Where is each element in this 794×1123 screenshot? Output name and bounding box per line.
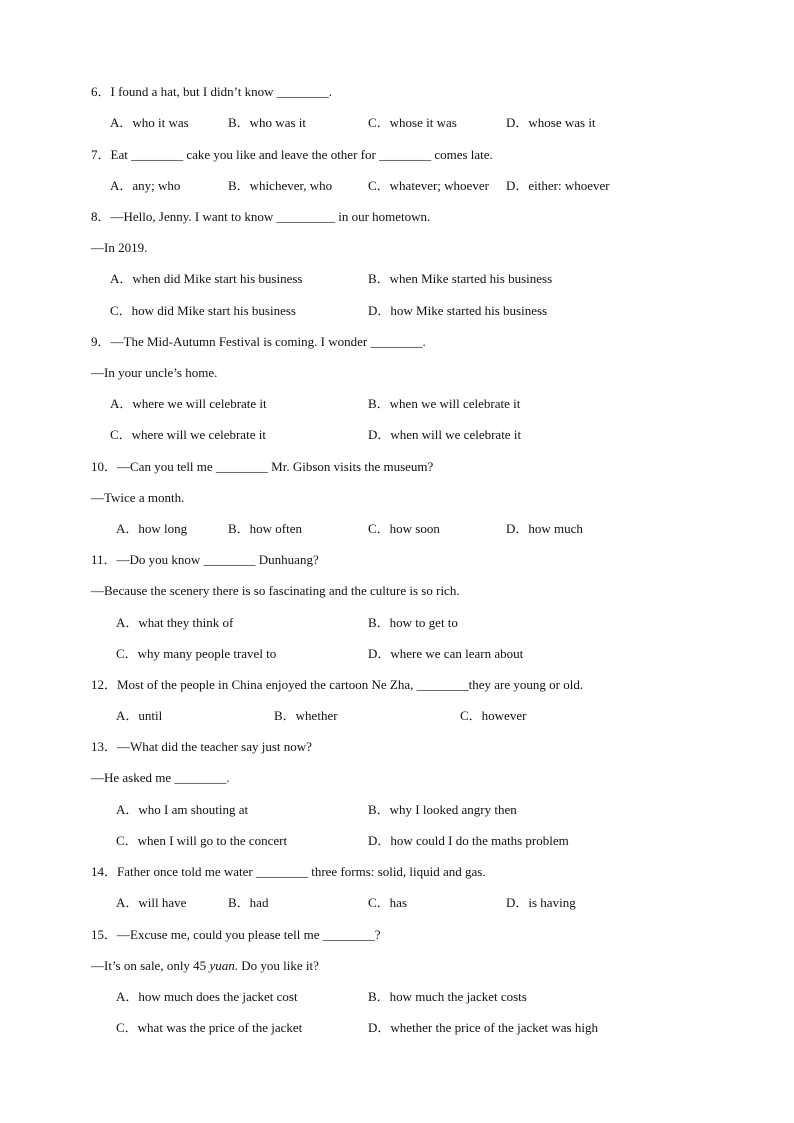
reply-italic-word: yuan <box>209 958 235 973</box>
option-a: A．where we will celebrate it <box>110 396 267 411</box>
option-c: C．what was the price of the jacket <box>116 1020 303 1035</box>
question-9-reply: —In your uncle’s home. <box>91 365 218 380</box>
question-10-options <box>0 521 794 537</box>
option-c: C．whatever; whoever <box>368 178 489 193</box>
option-a: A．until <box>116 708 163 723</box>
question-11-stem: 11．—Do you know ________ Dunhuang? <box>91 552 319 567</box>
reply-prefix: —It’s on sale, only 45 <box>91 958 210 973</box>
question-8-stem: 8．—Hello, Jenny. I want to know _________ in our hometown. <box>91 209 431 224</box>
option-d: D．how Mike started his business <box>368 303 548 318</box>
reply-suffix: . Do you like it? <box>234 958 319 973</box>
option-c: C．how soon <box>368 521 440 536</box>
option-c: C．whose it was <box>368 115 457 130</box>
option-c: C．has <box>368 895 408 910</box>
question-11-options-row2 <box>0 646 794 662</box>
question-14-options <box>0 895 794 911</box>
option-b: B．why I looked angry then <box>368 802 517 817</box>
option-a: A．how long <box>116 521 188 536</box>
option-b: B．had <box>228 895 269 910</box>
option-c: C．where will we celebrate it <box>110 427 266 442</box>
option-d: D．when will we celebrate it <box>368 427 522 442</box>
question-9-options-row1 <box>0 396 794 412</box>
question-8-reply: —In 2019. <box>91 240 148 255</box>
question-9-stem: 9．—The Mid-Autumn Festival is coming. I wonder ________. <box>91 334 426 349</box>
option-b: B．whichever, who <box>228 178 333 193</box>
question-13-options-row1 <box>0 802 794 818</box>
question-7-options <box>0 178 794 194</box>
option-b: B．when Mike started his business <box>368 271 553 286</box>
question-11-options-row1 <box>0 615 794 631</box>
option-b: B．who was it <box>228 115 307 130</box>
question-10-stem: 10．—Can you tell me ________ Mr. Gibson visits the museum? <box>91 459 434 474</box>
question-6-options <box>0 115 794 131</box>
option-a: A．who I am shouting at <box>116 802 249 817</box>
option-a: A．how much does the jacket cost <box>116 989 298 1004</box>
question-13-options-row2 <box>0 833 794 849</box>
option-d: D．where we can learn about <box>368 646 524 661</box>
option-a: A．when did Mike start his business <box>110 271 303 286</box>
question-10-reply: —Twice a month. <box>91 490 185 505</box>
question-9-options-row2 <box>0 427 794 443</box>
option-c: C．when I will go to the concert <box>116 833 288 848</box>
option-a: A．any; who <box>110 178 181 193</box>
option-d: D．how much <box>506 521 583 536</box>
option-b: B．when we will celebrate it <box>368 396 521 411</box>
option-d: D．is having <box>506 895 576 910</box>
question-8-options-row1 <box>0 271 794 287</box>
option-b: B．how much the jacket costs <box>368 989 527 1004</box>
option-d: D．how could I do the maths problem <box>368 833 569 848</box>
question-15-options-row2 <box>0 1020 794 1036</box>
option-b: B．how to get to <box>368 615 458 630</box>
question-7-stem: 7．Eat ________ cake you like and leave the other for ________ comes late. <box>91 147 493 162</box>
question-12-stem: 12．Most of the people in China enjoyed the cartoon Ne Zha, ________they are young or old. <box>91 677 584 692</box>
option-a: A．who it was <box>110 115 189 130</box>
question-15-stem: 15．—Excuse me, could you please tell me ________? <box>91 927 381 942</box>
question-15-reply <box>91 958 319 974</box>
option-a: A．what they think of <box>116 615 234 630</box>
question-14-stem: 14．Father once told me water ________ three forms: solid, liquid and gas. <box>91 864 486 879</box>
option-b: B．whether <box>274 708 338 723</box>
option-a: A．will have <box>116 895 187 910</box>
question-13-reply: —He asked me ________. <box>91 770 230 785</box>
option-c: C．however <box>460 708 527 723</box>
question-13-stem: 13．—What did the teacher say just now? <box>91 739 312 754</box>
option-d: D．whether the price of the jacket was high <box>368 1020 598 1035</box>
question-11-reply: —Because the scenery there is so fascinating and the culture is so rich. <box>91 583 460 598</box>
option-c: C．why many people travel to <box>116 646 277 661</box>
option-b: B．how often <box>228 521 303 536</box>
question-12-options <box>0 708 794 724</box>
option-d: D．whose was it <box>506 115 596 130</box>
question-8-options-row2 <box>0 303 794 319</box>
option-d: D．either: whoever <box>506 178 610 193</box>
question-6-stem: 6．I found a hat, but I didn’t know ________. <box>91 84 332 99</box>
option-c: C．how did Mike start his business <box>110 303 296 318</box>
question-15-options-row1 <box>0 989 794 1005</box>
